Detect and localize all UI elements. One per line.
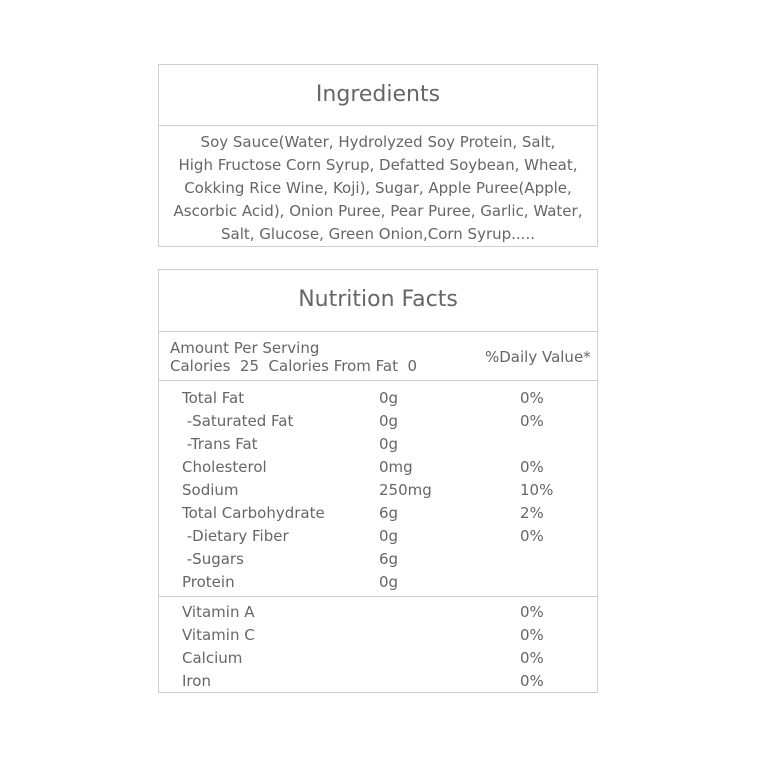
ingredients-panel	[158, 64, 598, 247]
nutrient-amount: 0mg	[379, 458, 413, 476]
nutrient-row-cholesterol	[159, 456, 597, 479]
ingredients-list	[159, 126, 597, 246]
ingredients-line: Ascorbic Acid), Onion Puree, Pear Puree, Garlic, Water,	[173, 202, 583, 220]
nutrient-name: -Saturated Fat	[182, 412, 294, 430]
nutrient-amount: 0g	[379, 573, 399, 591]
nutrient-name: Total Carbohydrate	[182, 504, 325, 522]
vitamin-daily-value: 0%	[520, 603, 544, 621]
nutrient-name: Sodium	[182, 481, 239, 499]
nutrient-amount: 0g	[379, 412, 399, 430]
nutrient-name: Total Fat	[182, 389, 245, 407]
nutrient-amount: 0g	[379, 389, 399, 407]
vitamins-table	[159, 597, 597, 693]
nutrient-daily-value: 10%	[520, 481, 554, 499]
vitamin-row-calcium	[159, 647, 597, 670]
nutrient-row-dietary-fiber	[159, 525, 597, 548]
vitamin-row-a	[159, 601, 597, 624]
vitamin-daily-value: 0%	[520, 672, 544, 690]
vitamin-name: Calcium	[182, 649, 243, 667]
nutrient-row-protein	[159, 571, 597, 594]
nutrition-title: Nutrition Facts	[159, 270, 597, 332]
ingredients-line: Cokking Rice Wine, Koji), Sugar, Apple Puree(Apple,	[184, 179, 572, 197]
nutrient-row-sugars	[159, 548, 597, 571]
daily-value-header: %Daily Value*	[485, 348, 591, 366]
serving-info	[159, 332, 597, 381]
nutrient-daily-value: 2%	[520, 504, 544, 522]
nutrient-amount: 0g	[379, 435, 399, 453]
nutrient-amount: 6g	[379, 504, 399, 522]
nutrient-name: -Dietary Fiber	[182, 527, 289, 545]
nutrient-row-saturated-fat	[159, 410, 597, 433]
nutrient-daily-value: 0%	[520, 527, 544, 545]
nutrient-daily-value: 0%	[520, 412, 544, 430]
vitamin-row-c	[159, 624, 597, 647]
nutrient-amount: 250mg	[379, 481, 432, 499]
ingredients-line: Salt, Glucose, Green Onion,Corn Syrup.....	[221, 225, 535, 243]
nutrients-table	[159, 381, 597, 597]
vitamin-name: Vitamin C	[182, 626, 255, 644]
nutrition-facts-panel	[158, 269, 598, 693]
amount-per-serving-label: Amount Per Serving	[170, 339, 320, 357]
ingredients-line: High Fructose Corn Syrup, Defatted Soybean, Wheat,	[178, 156, 578, 174]
nutrient-name: -Trans Fat	[182, 435, 258, 453]
ingredients-title: Ingredients	[159, 65, 597, 126]
vitamin-name: Iron	[182, 672, 211, 690]
vitamin-row-iron	[159, 670, 597, 693]
nutrient-amount: 6g	[379, 550, 399, 568]
vitamin-daily-value: 0%	[520, 626, 544, 644]
nutrient-daily-value: 0%	[520, 458, 544, 476]
ingredients-line: Soy Sauce(Water, Hydrolyzed Soy Protein, Salt,	[200, 133, 556, 151]
nutrient-row-trans-fat	[159, 433, 597, 456]
nutrient-row-sodium	[159, 479, 597, 502]
nutrient-row-total-fat	[159, 387, 597, 410]
nutrient-name: -Sugars	[182, 550, 244, 568]
nutrient-amount: 0g	[379, 527, 399, 545]
nutrient-row-total-carbohydrate	[159, 502, 597, 525]
nutrient-name: Protein	[182, 573, 235, 591]
nutrient-daily-value: 0%	[520, 389, 544, 407]
nutrient-name: Cholesterol	[182, 458, 267, 476]
vitamin-name: Vitamin A	[182, 603, 255, 621]
vitamin-daily-value: 0%	[520, 649, 544, 667]
calories-line: Calories 25 Calories From Fat 0	[170, 357, 418, 375]
